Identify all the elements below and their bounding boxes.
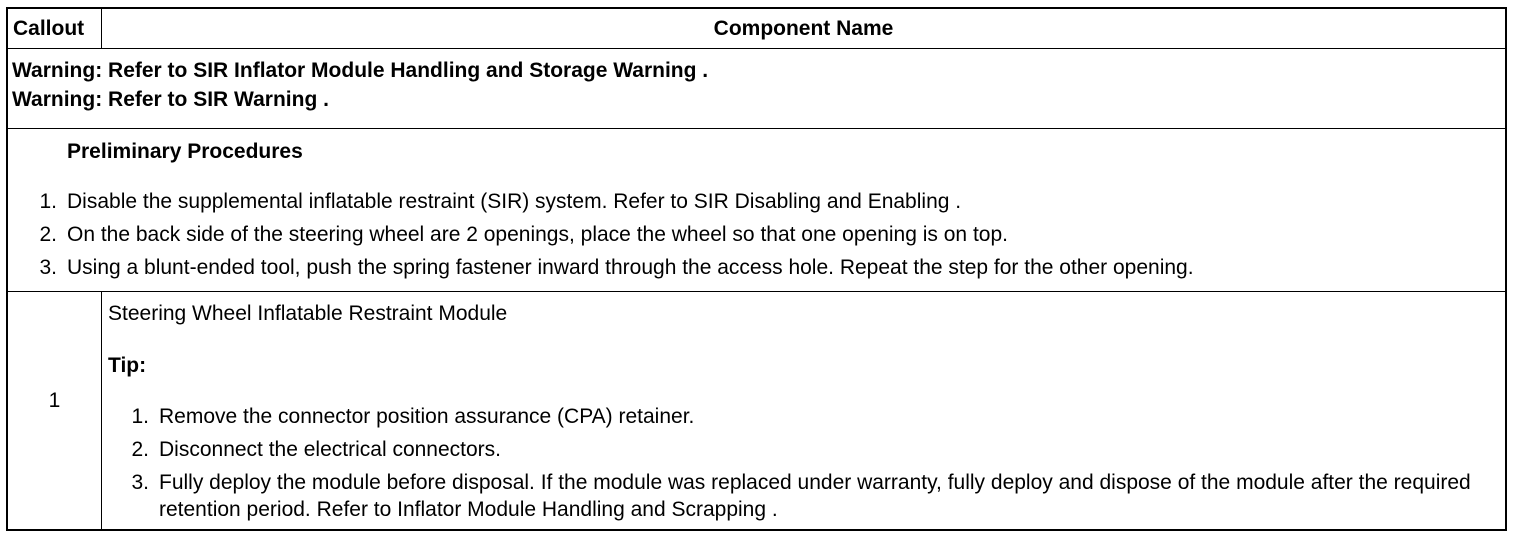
step-text: Fully deploy the module before disposal. If the module was replaced under warranty, fully deploy and dispose of the module after the required retention period. Refer to Inflator Module Handling and Scrapping . bbox=[159, 471, 1471, 521]
preliminary-step bbox=[12, 218, 1501, 251]
procedure-table bbox=[8, 9, 1505, 529]
warning-inflator-module: Warning: Refer to SIR Inflator Module Handling and Storage Warning . bbox=[12, 59, 709, 82]
step-number: 1. bbox=[131, 405, 149, 428]
preliminary-row bbox=[8, 129, 1505, 292]
tip-label: Tip: bbox=[108, 354, 147, 377]
tip-steps bbox=[108, 400, 1499, 523]
step-text: Disable the supplemental inflatable restraint (SIR) system. Refer to SIR Disabling and Enabling . bbox=[67, 190, 962, 213]
preliminary-steps bbox=[12, 185, 1501, 284]
procedure-table-frame bbox=[6, 7, 1507, 531]
preliminary-step bbox=[12, 251, 1501, 284]
step-number: 2. bbox=[39, 223, 57, 246]
step-text: Disconnect the electrical connectors. bbox=[159, 438, 501, 461]
warning-sir: Warning: Refer to SIR Warning . bbox=[12, 88, 329, 111]
step-number: 3. bbox=[131, 471, 149, 494]
component-name-header: Component Name bbox=[102, 9, 1506, 49]
step-number: 3. bbox=[39, 256, 57, 279]
callout-header: Callout bbox=[8, 9, 102, 49]
tip-step bbox=[108, 466, 1499, 523]
warning-cell bbox=[8, 49, 1505, 129]
tip-step bbox=[108, 400, 1499, 433]
component-cell bbox=[102, 292, 1506, 530]
header-row bbox=[8, 9, 1505, 49]
callout-number: 1 bbox=[8, 292, 102, 530]
step-number: 2. bbox=[131, 438, 149, 461]
preliminary-cell bbox=[8, 129, 1505, 292]
preliminary-title: Preliminary Procedures bbox=[67, 140, 303, 163]
step-number: 1. bbox=[39, 190, 57, 213]
tip-step bbox=[108, 433, 1499, 466]
warning-row bbox=[8, 49, 1505, 129]
step-text: Using a blunt-ended tool, push the spring fastener inward through the access hole. Repeat the step for the other opening. bbox=[67, 256, 1194, 279]
step-text: Remove the connector position assurance (CPA) retainer. bbox=[159, 405, 695, 428]
step-text: On the back side of the steering wheel are 2 openings, place the wheel so that one opening is on top. bbox=[67, 223, 1008, 246]
component-row bbox=[8, 292, 1505, 530]
preliminary-step bbox=[12, 185, 1501, 218]
component-name: Steering Wheel Inflatable Restraint Module bbox=[108, 302, 508, 325]
